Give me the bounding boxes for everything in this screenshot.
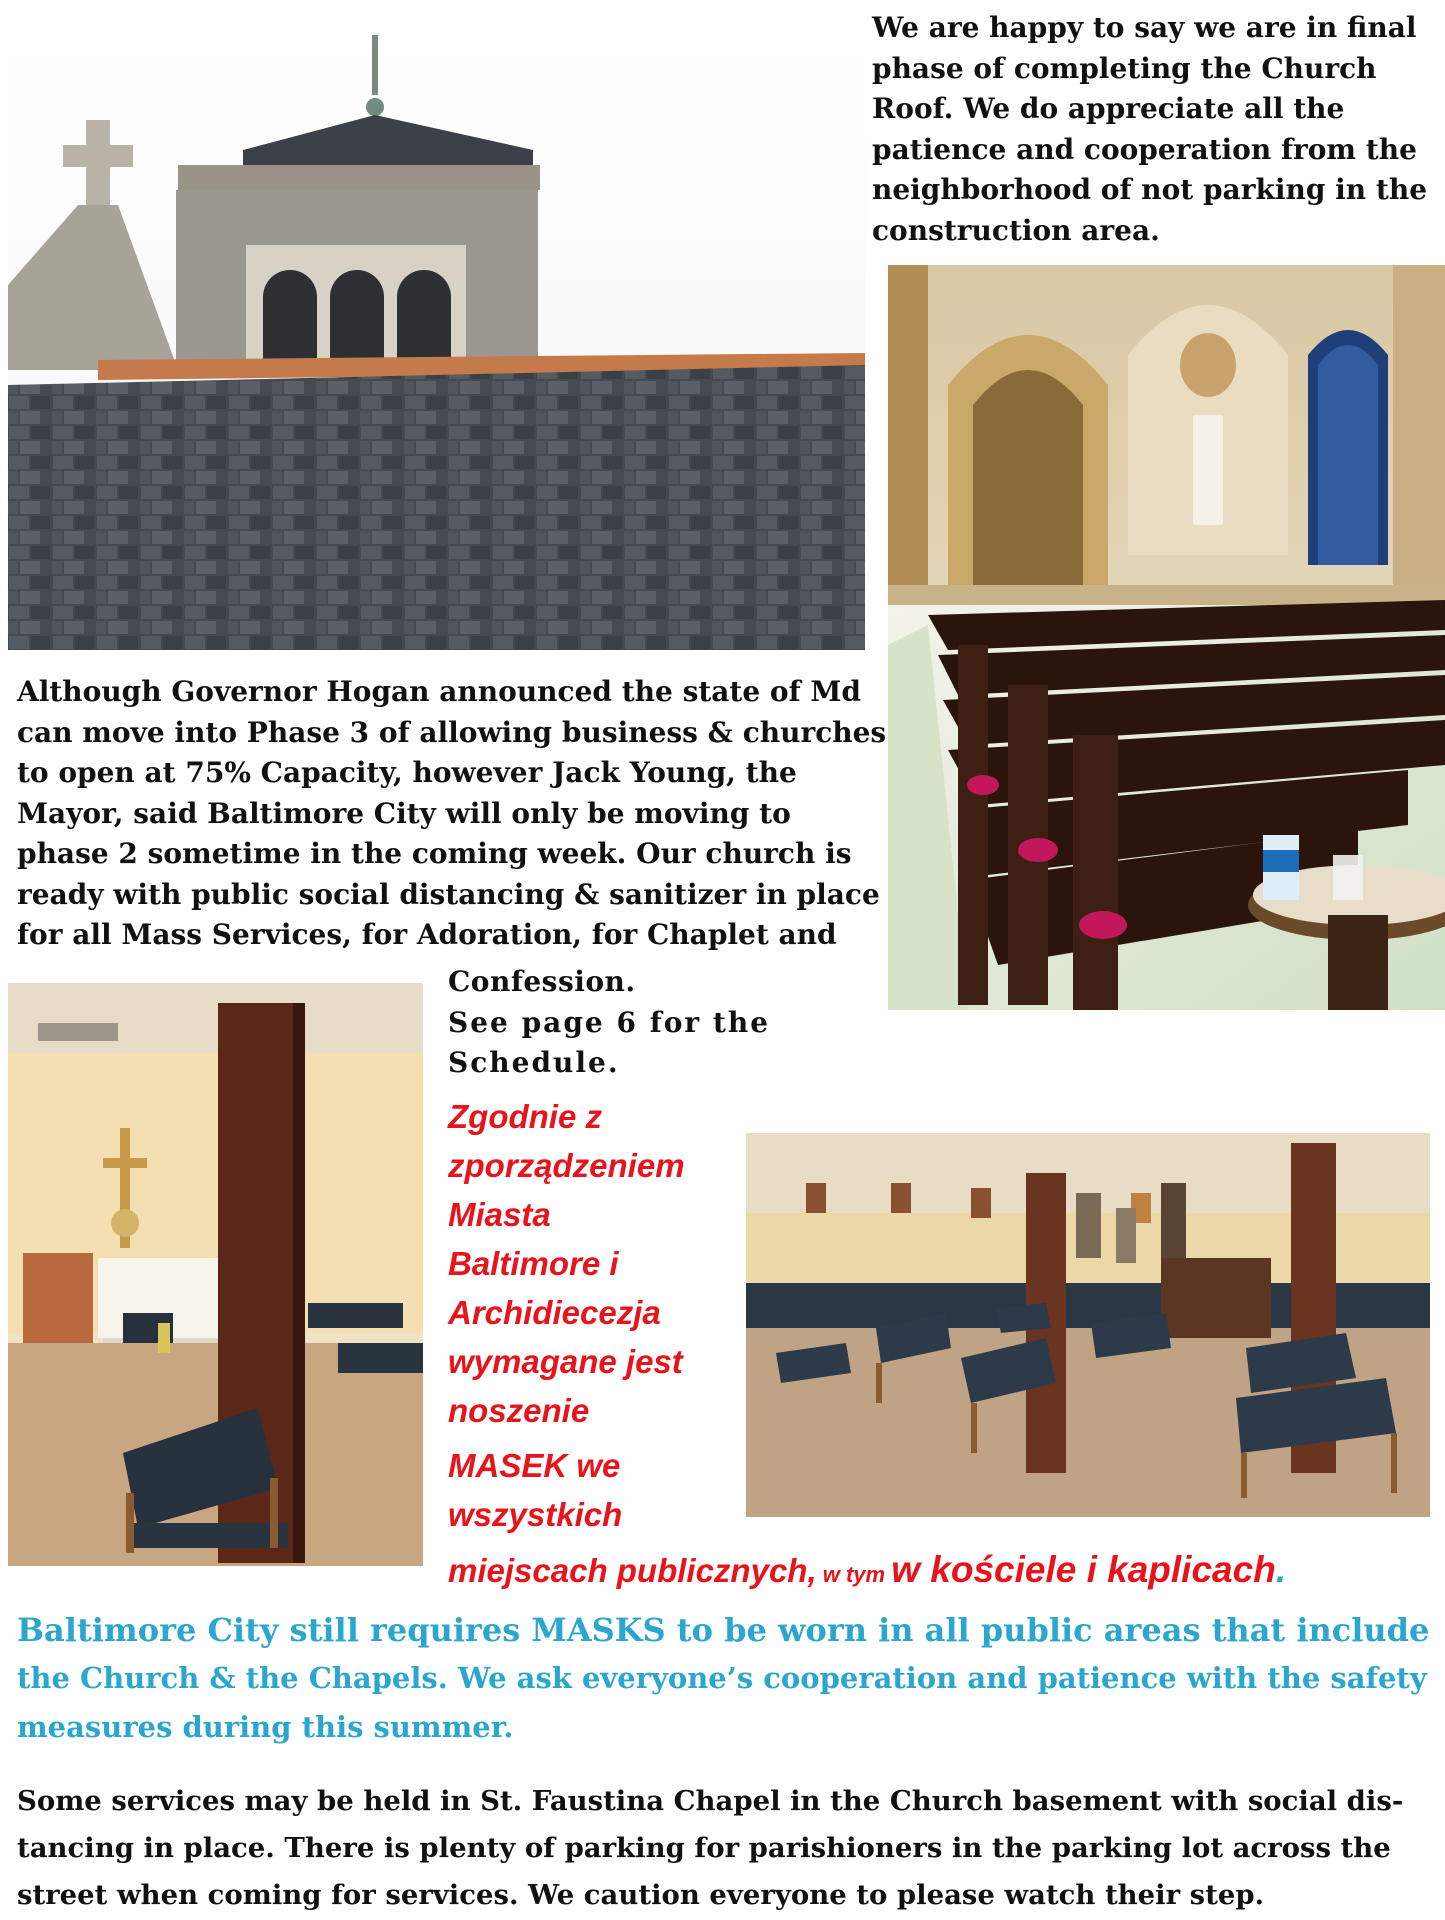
phase-line: to open at 75% Capacity, however Jack Young, the xyxy=(17,756,797,789)
phase-line: ready with public social distancing & sanitizer in place xyxy=(17,877,880,911)
polish-line: wymagane jest xyxy=(448,1343,683,1380)
polish-mask-notice xyxy=(448,1092,748,1539)
chapel-altar-photo xyxy=(8,983,423,1566)
polish-line: Archidiecezja xyxy=(448,1294,661,1331)
phase-line: can move into Phase 3 of allowing business & churches xyxy=(17,715,887,749)
phase-continuation-line: See page 6 for the xyxy=(448,1005,771,1039)
polish-line: Zgodnie z xyxy=(448,1098,602,1135)
polish-last-line xyxy=(448,1545,1438,1599)
roof-completion-paragraph xyxy=(872,8,1432,252)
faustina-chapel-paragraph xyxy=(17,1778,1437,1919)
polish-line: MASEK we xyxy=(448,1447,621,1484)
roof-line: patience and cooperation from the xyxy=(872,132,1417,166)
polish-line: noszenie xyxy=(448,1392,590,1429)
roof-line: construction area. xyxy=(872,213,1160,247)
chapel-line: Some services may be held in St. Faustina Chapel in the Church basement with social dis- xyxy=(17,1785,1404,1817)
phase-three-paragraph xyxy=(17,672,887,956)
church-interior-pews-photo xyxy=(888,265,1445,1010)
chapel-line: street when coming for services. We caution everyone to please watch their step. xyxy=(17,1879,1265,1911)
roof-line: phase of completing the Church xyxy=(872,51,1377,85)
masks-required-paragraph xyxy=(17,1608,1437,1750)
roof-line: neighborhood of not parking in the xyxy=(872,173,1428,207)
polish-last-line-emphasis: w kościele i kaplicach xyxy=(891,1549,1276,1590)
chapel-line: tancing in place. There is plenty of parking for parishioners in the parking lot across the xyxy=(17,1832,1391,1864)
roof-line: We are happy to say we are in final xyxy=(872,11,1417,44)
masks-line xyxy=(17,1608,1437,1652)
polish-line: zporządzeniem xyxy=(448,1147,685,1184)
polish-last-line-period: . xyxy=(1275,1549,1287,1590)
phase-continuation-line: Confession. xyxy=(448,965,636,998)
polish-line: Baltimore i xyxy=(448,1245,619,1282)
masks-line: the Church & the Chapels. We ask everyone’s cooperation and patience with the safety xyxy=(17,1661,1427,1695)
phase-line: Mayor, said Baltimore City will only be moving to xyxy=(17,796,791,830)
chapel-chairs-photo xyxy=(746,1133,1430,1517)
phase-line: Although Governor Hogan announced the state of Md xyxy=(17,675,861,708)
polish-line: Miasta xyxy=(448,1196,551,1233)
polish-last-line-small: w tym xyxy=(816,1562,892,1587)
polish-last-line-part: miejscach publicznych, xyxy=(448,1552,817,1589)
polish-line: wszystkich xyxy=(448,1496,623,1533)
phase-line: for all Mass Services, for Adoration, for Chaplet and xyxy=(17,918,837,951)
phase-line: phase 2 sometime in the coming week. Our church is xyxy=(17,837,852,870)
masks-line: measures during this summer. xyxy=(17,1710,514,1744)
masks-line-text: Baltimore City still requires MASKS to be worn in all public areas that include xyxy=(17,1611,1430,1649)
phase-paragraph-continuation xyxy=(448,962,868,1084)
church-roof-photo xyxy=(8,35,865,650)
roof-line: Roof. We do appreciate all the xyxy=(872,92,1345,126)
phase-continuation-line: Schedule. xyxy=(448,1046,620,1079)
